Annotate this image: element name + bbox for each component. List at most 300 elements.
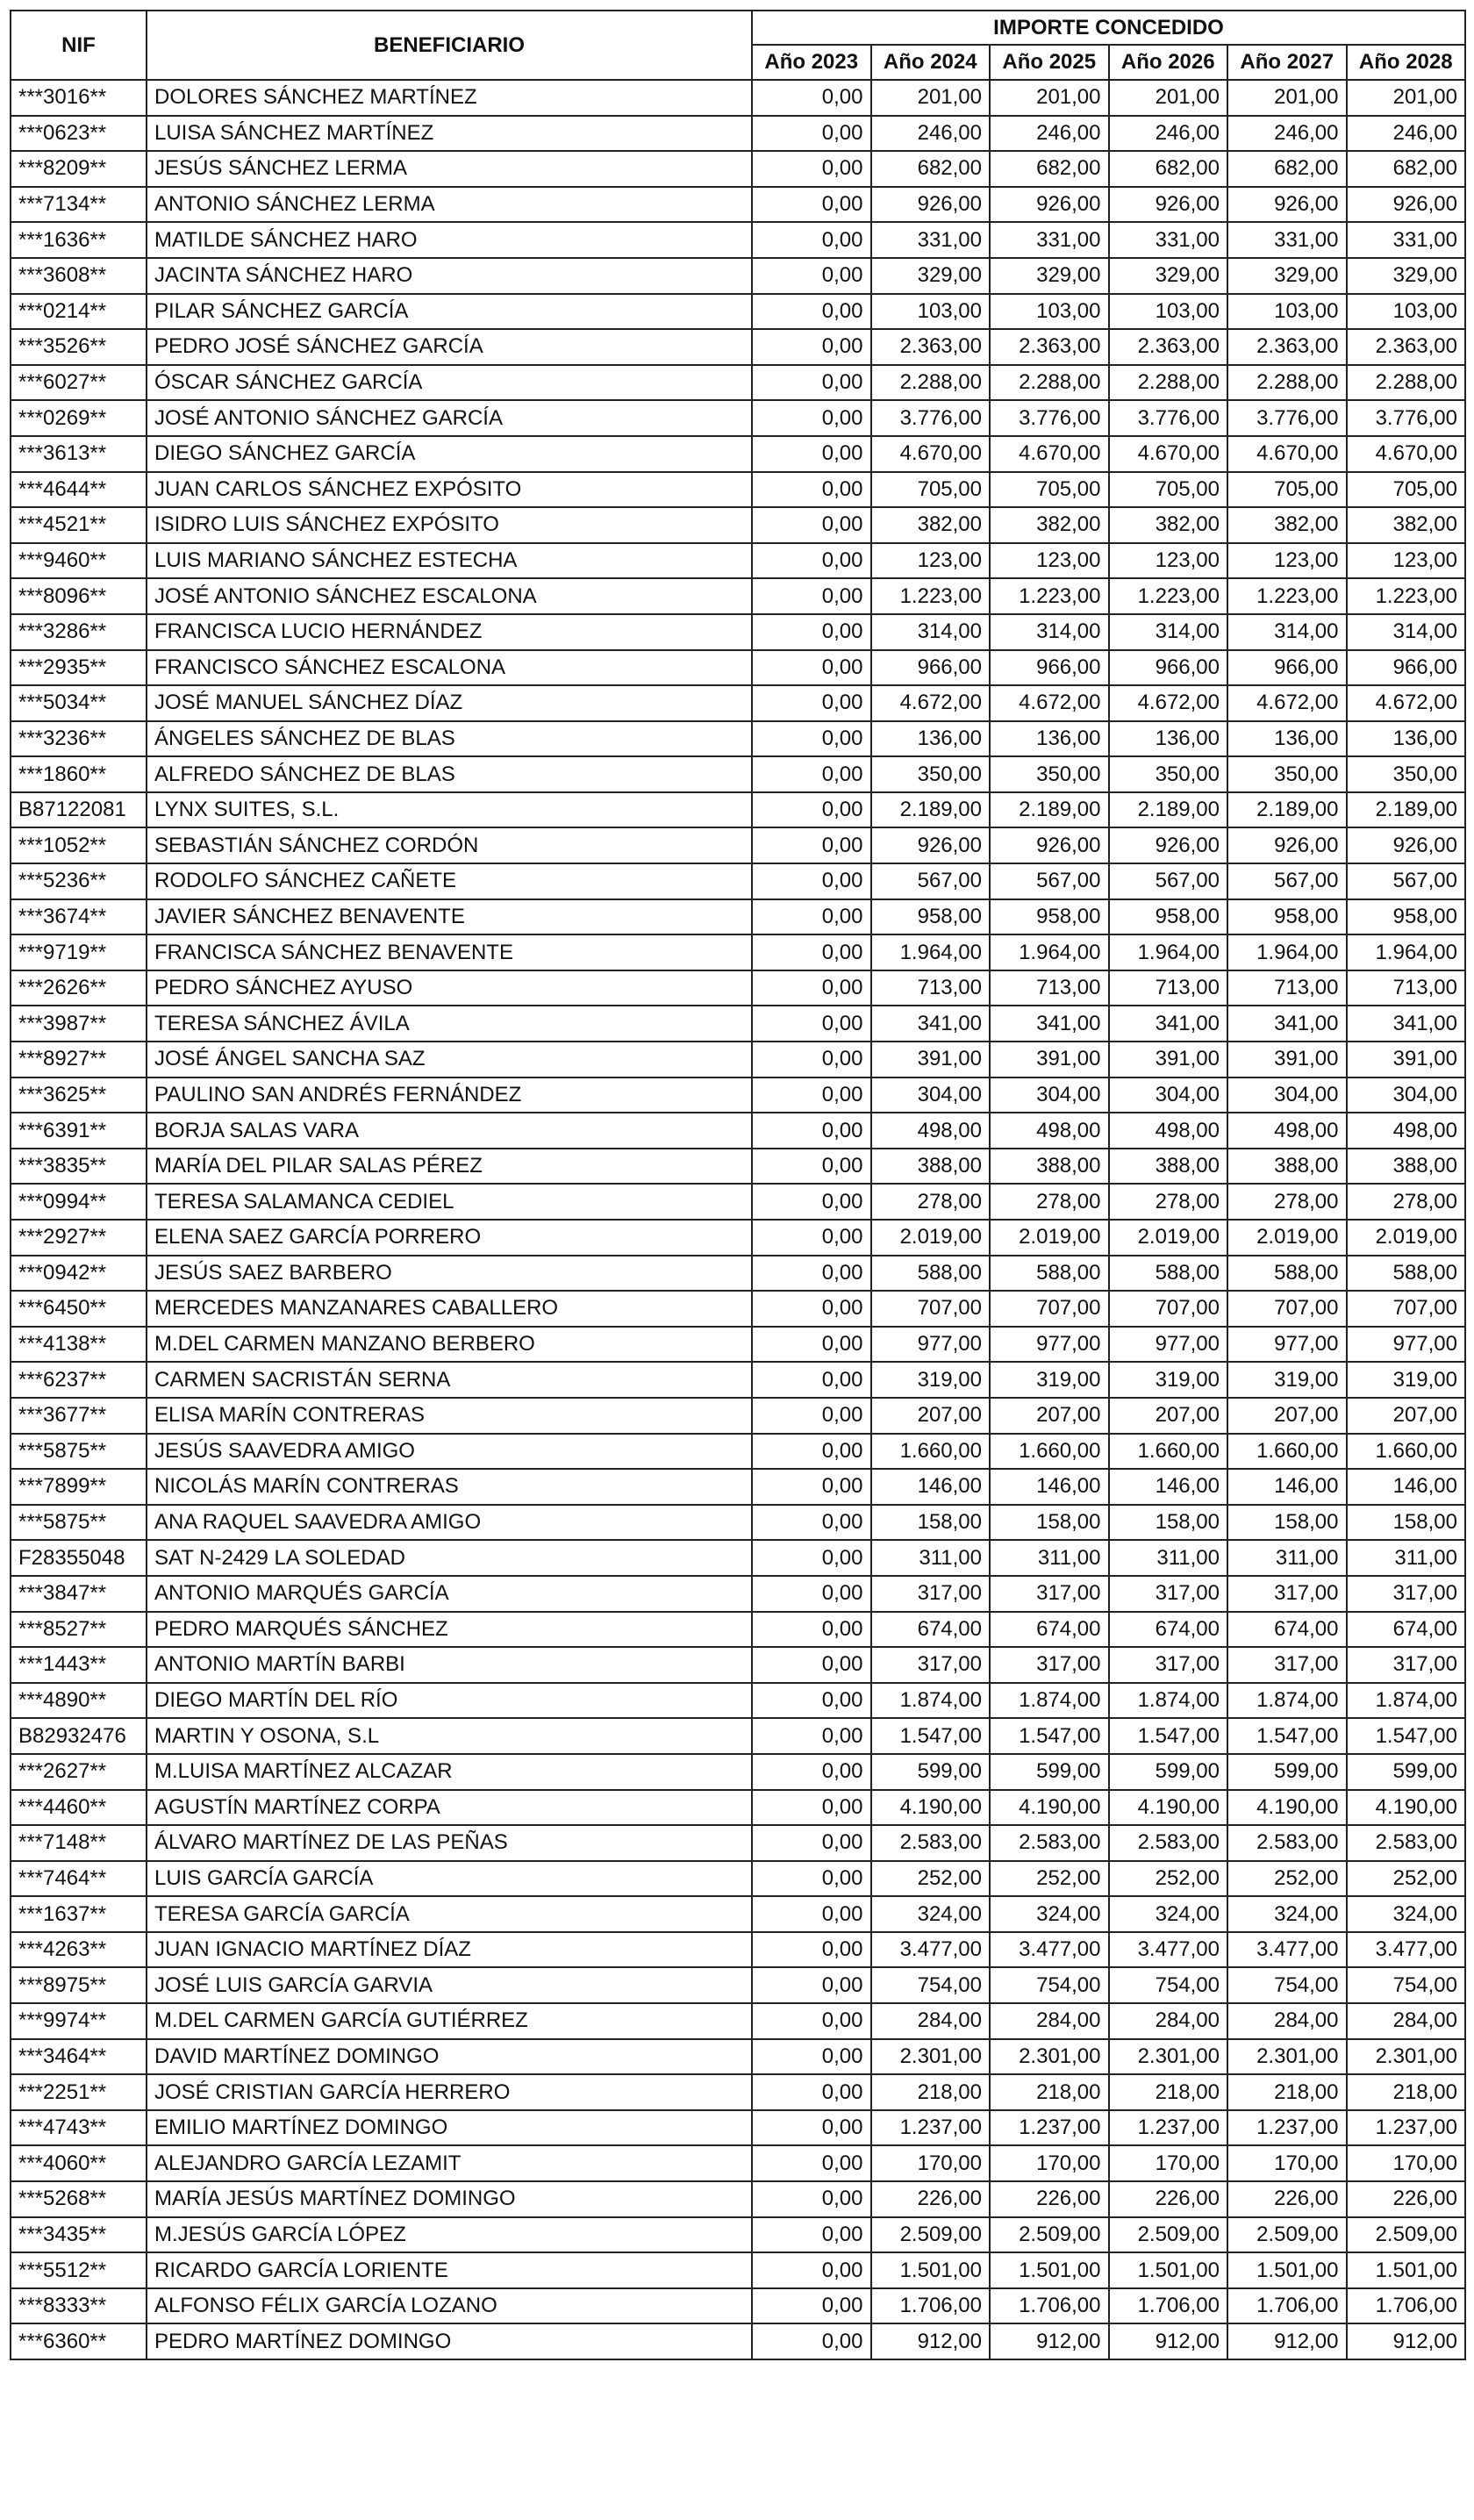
cell-amount-2023: 0,00 bbox=[752, 2145, 871, 2181]
table-row bbox=[11, 614, 1465, 650]
cell-amount-2028: 682,00 bbox=[1347, 151, 1466, 187]
cell-amount-2028: 958,00 bbox=[1347, 899, 1466, 935]
cell-beneficiary: TERESA SALAMANCA CEDIEL bbox=[147, 1184, 752, 1220]
cell-amount-2025: 1.223,00 bbox=[990, 578, 1109, 614]
cell-amount-2027: 958,00 bbox=[1227, 899, 1347, 935]
cell-amount-2028: 498,00 bbox=[1347, 1113, 1466, 1149]
cell-amount-2025: 4.672,00 bbox=[990, 685, 1109, 721]
table-row bbox=[11, 1896, 1465, 1932]
cell-nif: ***4460** bbox=[11, 1790, 147, 1826]
cell-nif: ***4644** bbox=[11, 472, 147, 508]
table-row bbox=[11, 685, 1465, 721]
cell-amount-2023: 0,00 bbox=[752, 899, 871, 935]
table-row bbox=[11, 507, 1465, 543]
cell-amount-2025: 146,00 bbox=[990, 1469, 1109, 1505]
cell-amount-2028: 341,00 bbox=[1347, 1006, 1466, 1042]
cell-amount-2028: 1.547,00 bbox=[1347, 1718, 1466, 1754]
cell-amount-2025: 599,00 bbox=[990, 1754, 1109, 1790]
cell-amount-2027: 207,00 bbox=[1227, 1398, 1347, 1434]
cell-amount-2024: 912,00 bbox=[871, 2323, 991, 2359]
cell-beneficiary: JAVIER SÁNCHEZ BENAVENTE bbox=[147, 899, 752, 935]
table-row bbox=[11, 1540, 1465, 1576]
cell-amount-2024: 1.706,00 bbox=[871, 2288, 991, 2324]
table-row bbox=[11, 899, 1465, 935]
cell-amount-2024: 4.672,00 bbox=[871, 685, 991, 721]
cell-amount-2025: 317,00 bbox=[990, 1576, 1109, 1612]
cell-amount-2024: 4.190,00 bbox=[871, 1790, 991, 1826]
cell-beneficiary: RODOLFO SÁNCHEZ CAÑETE bbox=[147, 863, 752, 899]
cell-beneficiary: EMILIO MARTÍNEZ DOMINGO bbox=[147, 2110, 752, 2146]
cell-nif: ***6391** bbox=[11, 1113, 147, 1149]
cell-nif: ***7134** bbox=[11, 187, 147, 223]
cell-amount-2024: 2.189,00 bbox=[871, 792, 991, 828]
cell-amount-2026: 3.776,00 bbox=[1109, 400, 1228, 436]
cell-amount-2026: 207,00 bbox=[1109, 1398, 1228, 1434]
cell-beneficiary: BORJA SALAS VARA bbox=[147, 1113, 752, 1149]
cell-beneficiary: PEDRO MARQUÉS SÁNCHEZ bbox=[147, 1612, 752, 1648]
cell-amount-2024: 1.964,00 bbox=[871, 934, 991, 970]
table-row bbox=[11, 436, 1465, 472]
cell-amount-2024: 705,00 bbox=[871, 472, 991, 508]
table-row bbox=[11, 578, 1465, 614]
cell-amount-2028: 1.223,00 bbox=[1347, 578, 1466, 614]
cell-amount-2025: 331,00 bbox=[990, 222, 1109, 258]
cell-beneficiary: MARÍA DEL PILAR SALAS PÉREZ bbox=[147, 1149, 752, 1185]
table-row bbox=[11, 1077, 1465, 1113]
cell-amount-2025: 4.190,00 bbox=[990, 1790, 1109, 1826]
cell-amount-2028: 252,00 bbox=[1347, 1861, 1466, 1897]
cell-amount-2023: 0,00 bbox=[752, 436, 871, 472]
cell-amount-2027: 1.223,00 bbox=[1227, 578, 1347, 614]
cell-nif: ***8096** bbox=[11, 578, 147, 614]
cell-amount-2028: 226,00 bbox=[1347, 2181, 1466, 2217]
cell-amount-2026: 2.583,00 bbox=[1109, 1825, 1228, 1861]
cell-amount-2026: 4.190,00 bbox=[1109, 1790, 1228, 1826]
cell-nif: ***5034** bbox=[11, 685, 147, 721]
cell-amount-2025: 252,00 bbox=[990, 1861, 1109, 1897]
cell-amount-2026: 588,00 bbox=[1109, 1256, 1228, 1292]
cell-amount-2023: 0,00 bbox=[752, 1540, 871, 1576]
table-row bbox=[11, 827, 1465, 863]
cell-amount-2028: 4.670,00 bbox=[1347, 436, 1466, 472]
cell-amount-2026: 329,00 bbox=[1109, 258, 1228, 294]
cell-amount-2027: 1.547,00 bbox=[1227, 1718, 1347, 1754]
cell-amount-2027: 674,00 bbox=[1227, 1612, 1347, 1648]
cell-amount-2026: 705,00 bbox=[1109, 472, 1228, 508]
cell-amount-2027: 103,00 bbox=[1227, 294, 1347, 330]
cell-beneficiary: PEDRO SÁNCHEZ AYUSO bbox=[147, 970, 752, 1006]
cell-beneficiary: ELENA SAEZ GARCÍA PORRERO bbox=[147, 1220, 752, 1256]
cell-amount-2027: 278,00 bbox=[1227, 1184, 1347, 1220]
cell-amount-2024: 391,00 bbox=[871, 1042, 991, 1077]
cell-amount-2027: 2.363,00 bbox=[1227, 329, 1347, 365]
cell-amount-2026: 1.501,00 bbox=[1109, 2252, 1228, 2288]
cell-amount-2026: 103,00 bbox=[1109, 294, 1228, 330]
table-row bbox=[11, 1291, 1465, 1327]
cell-amount-2023: 0,00 bbox=[752, 1647, 871, 1683]
table-row bbox=[11, 294, 1465, 330]
cell-amount-2027: 498,00 bbox=[1227, 1113, 1347, 1149]
cell-beneficiary: ISIDRO LUIS SÁNCHEZ EXPÓSITO bbox=[147, 507, 752, 543]
cell-amount-2026: 1.706,00 bbox=[1109, 2288, 1228, 2324]
cell-nif: ***3987** bbox=[11, 1006, 147, 1042]
cell-amount-2024: 1.237,00 bbox=[871, 2110, 991, 2146]
cell-amount-2025: 958,00 bbox=[990, 899, 1109, 935]
cell-amount-2024: 350,00 bbox=[871, 756, 991, 792]
cell-amount-2027: 926,00 bbox=[1227, 187, 1347, 223]
cell-amount-2027: 713,00 bbox=[1227, 970, 1347, 1006]
table-row bbox=[11, 543, 1465, 579]
cell-amount-2023: 0,00 bbox=[752, 1683, 871, 1719]
cell-amount-2027: 252,00 bbox=[1227, 1861, 1347, 1897]
cell-beneficiary: JESÚS SÁNCHEZ LERMA bbox=[147, 151, 752, 187]
cell-amount-2026: 2.363,00 bbox=[1109, 329, 1228, 365]
table-row bbox=[11, 1718, 1465, 1754]
cell-amount-2023: 0,00 bbox=[752, 2288, 871, 2324]
cell-beneficiary: TERESA SÁNCHEZ ÁVILA bbox=[147, 1006, 752, 1042]
cell-amount-2026: 682,00 bbox=[1109, 151, 1228, 187]
cell-amount-2025: 713,00 bbox=[990, 970, 1109, 1006]
cell-amount-2028: 674,00 bbox=[1347, 1612, 1466, 1648]
cell-nif: ***7464** bbox=[11, 1861, 147, 1897]
table-row bbox=[11, 1932, 1465, 1968]
cell-beneficiary: FRANCISCA SÁNCHEZ BENAVENTE bbox=[147, 934, 752, 970]
cell-amount-2025: 218,00 bbox=[990, 2074, 1109, 2110]
cell-amount-2023: 0,00 bbox=[752, 400, 871, 436]
cell-beneficiary: SAT N-2429 LA SOLEDAD bbox=[147, 1540, 752, 1576]
cell-beneficiary: PILAR SÁNCHEZ GARCÍA bbox=[147, 294, 752, 330]
cell-amount-2026: 2.288,00 bbox=[1109, 365, 1228, 401]
cell-amount-2024: 1.223,00 bbox=[871, 578, 991, 614]
cell-nif: ***2927** bbox=[11, 1220, 147, 1256]
table-row bbox=[11, 2074, 1465, 2110]
cell-beneficiary: M.DEL CARMEN MANZANO BERBERO bbox=[147, 1327, 752, 1363]
cell-amount-2028: 2.019,00 bbox=[1347, 1220, 1466, 1256]
cell-nif: ***1443** bbox=[11, 1647, 147, 1683]
cell-amount-2026: 136,00 bbox=[1109, 721, 1228, 757]
cell-amount-2027: 588,00 bbox=[1227, 1256, 1347, 1292]
cell-amount-2023: 0,00 bbox=[752, 1042, 871, 1077]
cell-amount-2027: 388,00 bbox=[1227, 1149, 1347, 1185]
cell-amount-2027: 2.019,00 bbox=[1227, 1220, 1347, 1256]
table-row bbox=[11, 1149, 1465, 1185]
cell-nif: ***4890** bbox=[11, 1683, 147, 1719]
cell-amount-2025: 2.288,00 bbox=[990, 365, 1109, 401]
cell-amount-2025: 103,00 bbox=[990, 294, 1109, 330]
cell-amount-2028: 588,00 bbox=[1347, 1256, 1466, 1292]
cell-amount-2023: 0,00 bbox=[752, 1113, 871, 1149]
cell-beneficiary: AGUSTÍN MARTÍNEZ CORPA bbox=[147, 1790, 752, 1826]
cell-nif: ***2251** bbox=[11, 2074, 147, 2110]
cell-amount-2023: 0,00 bbox=[752, 1434, 871, 1470]
cell-amount-2027: 317,00 bbox=[1227, 1576, 1347, 1612]
cell-amount-2026: 218,00 bbox=[1109, 2074, 1228, 2110]
cell-nif: ***3016** bbox=[11, 80, 147, 116]
cell-amount-2024: 2.301,00 bbox=[871, 2039, 991, 2075]
cell-nif: ***6237** bbox=[11, 1362, 147, 1398]
table-row bbox=[11, 1398, 1465, 1434]
cell-amount-2026: 391,00 bbox=[1109, 1042, 1228, 1077]
table-row bbox=[11, 2217, 1465, 2253]
cell-amount-2025: 226,00 bbox=[990, 2181, 1109, 2217]
cell-beneficiary: ANTONIO MARTÍN BARBI bbox=[147, 1647, 752, 1683]
cell-nif: ***8333** bbox=[11, 2288, 147, 2324]
table-row bbox=[11, 1612, 1465, 1648]
table-row bbox=[11, 970, 1465, 1006]
cell-amount-2027: 391,00 bbox=[1227, 1042, 1347, 1077]
cell-nif: ***1860** bbox=[11, 756, 147, 792]
cell-amount-2028: 1.964,00 bbox=[1347, 934, 1466, 970]
cell-amount-2024: 674,00 bbox=[871, 1612, 991, 1648]
cell-amount-2024: 304,00 bbox=[871, 1077, 991, 1113]
cell-amount-2026: 966,00 bbox=[1109, 650, 1228, 686]
cell-amount-2023: 0,00 bbox=[752, 1220, 871, 1256]
cell-amount-2023: 0,00 bbox=[752, 614, 871, 650]
cell-amount-2026: 341,00 bbox=[1109, 1006, 1228, 1042]
cell-amount-2027: 226,00 bbox=[1227, 2181, 1347, 2217]
cell-amount-2028: 329,00 bbox=[1347, 258, 1466, 294]
cell-amount-2027: 1.660,00 bbox=[1227, 1434, 1347, 1470]
cell-amount-2024: 329,00 bbox=[871, 258, 991, 294]
cell-amount-2023: 0,00 bbox=[752, 792, 871, 828]
cell-beneficiary: MARÍA JESÚS MARTÍNEZ DOMINGO bbox=[147, 2181, 752, 2217]
cell-amount-2028: 754,00 bbox=[1347, 1967, 1466, 2003]
cell-amount-2023: 0,00 bbox=[752, 863, 871, 899]
cell-nif: ***0942** bbox=[11, 1256, 147, 1292]
cell-amount-2024: 2.583,00 bbox=[871, 1825, 991, 1861]
table-row bbox=[11, 721, 1465, 757]
cell-amount-2025: 926,00 bbox=[990, 827, 1109, 863]
cell-amount-2023: 0,00 bbox=[752, 116, 871, 152]
cell-amount-2023: 0,00 bbox=[752, 1291, 871, 1327]
cell-nif: ***0269** bbox=[11, 400, 147, 436]
cell-nif: ***3847** bbox=[11, 1576, 147, 1612]
cell-amount-2027: 201,00 bbox=[1227, 80, 1347, 116]
cell-amount-2023: 0,00 bbox=[752, 970, 871, 1006]
cell-amount-2023: 0,00 bbox=[752, 365, 871, 401]
cell-nif: ***9974** bbox=[11, 2003, 147, 2039]
cell-beneficiary: JUAN IGNACIO MARTÍNEZ DÍAZ bbox=[147, 1932, 752, 1968]
cell-amount-2026: 2.301,00 bbox=[1109, 2039, 1228, 2075]
table-row bbox=[11, 1184, 1465, 1220]
cell-amount-2027: 2.189,00 bbox=[1227, 792, 1347, 828]
table-row bbox=[11, 1754, 1465, 1790]
cell-amount-2025: 2.301,00 bbox=[990, 2039, 1109, 2075]
cell-amount-2024: 331,00 bbox=[871, 222, 991, 258]
cell-amount-2023: 0,00 bbox=[752, 650, 871, 686]
grants-table bbox=[10, 10, 1466, 2360]
cell-amount-2023: 0,00 bbox=[752, 934, 871, 970]
table-row bbox=[11, 2181, 1465, 2217]
cell-amount-2028: 304,00 bbox=[1347, 1077, 1466, 1113]
table-row bbox=[11, 1505, 1465, 1541]
cell-nif: ***3464** bbox=[11, 2039, 147, 2075]
cell-amount-2025: 350,00 bbox=[990, 756, 1109, 792]
cell-amount-2027: 3.477,00 bbox=[1227, 1932, 1347, 1968]
cell-amount-2025: 3.776,00 bbox=[990, 400, 1109, 436]
cell-amount-2026: 674,00 bbox=[1109, 1612, 1228, 1648]
table-row bbox=[11, 222, 1465, 258]
cell-beneficiary: JOSÉ ANTONIO SÁNCHEZ GARCÍA bbox=[147, 400, 752, 436]
cell-amount-2024: 317,00 bbox=[871, 1647, 991, 1683]
cell-amount-2027: 218,00 bbox=[1227, 2074, 1347, 2110]
cell-amount-2028: 158,00 bbox=[1347, 1505, 1466, 1541]
cell-amount-2028: 707,00 bbox=[1347, 1291, 1466, 1327]
cell-amount-2024: 588,00 bbox=[871, 1256, 991, 1292]
cell-amount-2025: 1.237,00 bbox=[990, 2110, 1109, 2146]
cell-amount-2024: 599,00 bbox=[871, 1754, 991, 1790]
cell-nif: ***4743** bbox=[11, 2110, 147, 2146]
cell-amount-2026: 319,00 bbox=[1109, 1362, 1228, 1398]
cell-beneficiary: JESÚS SAAVEDRA AMIGO bbox=[147, 1434, 752, 1470]
cell-amount-2025: 977,00 bbox=[990, 1327, 1109, 1363]
cell-amount-2023: 0,00 bbox=[752, 2252, 871, 2288]
cell-amount-2025: 2.583,00 bbox=[990, 1825, 1109, 1861]
table-row bbox=[11, 1327, 1465, 1363]
cell-amount-2028: 4.672,00 bbox=[1347, 685, 1466, 721]
cell-amount-2023: 0,00 bbox=[752, 2039, 871, 2075]
cell-amount-2023: 0,00 bbox=[752, 472, 871, 508]
cell-amount-2025: 341,00 bbox=[990, 1006, 1109, 1042]
cell-amount-2025: 170,00 bbox=[990, 2145, 1109, 2181]
cell-amount-2028: 966,00 bbox=[1347, 650, 1466, 686]
cell-amount-2027: 3.776,00 bbox=[1227, 400, 1347, 436]
cell-nif: ***0994** bbox=[11, 1184, 147, 1220]
cell-amount-2025: 912,00 bbox=[990, 2323, 1109, 2359]
cell-amount-2028: 926,00 bbox=[1347, 827, 1466, 863]
cell-amount-2024: 3.776,00 bbox=[871, 400, 991, 436]
cell-nif: ***3674** bbox=[11, 899, 147, 935]
cell-nif: ***3625** bbox=[11, 1077, 147, 1113]
table-row bbox=[11, 400, 1465, 436]
table-row bbox=[11, 116, 1465, 152]
cell-amount-2027: 2.583,00 bbox=[1227, 1825, 1347, 1861]
cell-amount-2023: 0,00 bbox=[752, 1398, 871, 1434]
cell-beneficiary: LUIS MARIANO SÁNCHEZ ESTECHA bbox=[147, 543, 752, 579]
cell-amount-2027: 2.288,00 bbox=[1227, 365, 1347, 401]
cell-amount-2026: 170,00 bbox=[1109, 2145, 1228, 2181]
cell-amount-2025: 498,00 bbox=[990, 1113, 1109, 1149]
cell-beneficiary: ELISA MARÍN CONTRERAS bbox=[147, 1398, 752, 1434]
cell-beneficiary: NICOLÁS MARÍN CONTRERAS bbox=[147, 1469, 752, 1505]
cell-amount-2023: 0,00 bbox=[752, 2323, 871, 2359]
cell-amount-2024: 958,00 bbox=[871, 899, 991, 935]
cell-amount-2027: 1.501,00 bbox=[1227, 2252, 1347, 2288]
cell-amount-2024: 319,00 bbox=[871, 1362, 991, 1398]
cell-amount-2028: 278,00 bbox=[1347, 1184, 1466, 1220]
cell-amount-2027: 146,00 bbox=[1227, 1469, 1347, 1505]
header-year-2023: Año 2023 bbox=[752, 45, 871, 80]
table-row bbox=[11, 1647, 1465, 1683]
cell-amount-2026: 2.019,00 bbox=[1109, 1220, 1228, 1256]
header-year-2024: Año 2024 bbox=[871, 45, 991, 80]
cell-nif: ***7899** bbox=[11, 1469, 147, 1505]
cell-amount-2025: 2.189,00 bbox=[990, 792, 1109, 828]
cell-amount-2025: 388,00 bbox=[990, 1149, 1109, 1185]
cell-amount-2025: 284,00 bbox=[990, 2003, 1109, 2039]
cell-amount-2023: 0,00 bbox=[752, 1327, 871, 1363]
cell-amount-2026: 912,00 bbox=[1109, 2323, 1228, 2359]
cell-beneficiary: CARMEN SACRISTÁN SERNA bbox=[147, 1362, 752, 1398]
header-year-2027: Año 2027 bbox=[1227, 45, 1347, 80]
cell-nif: ***3236** bbox=[11, 721, 147, 757]
cell-amount-2026: 3.477,00 bbox=[1109, 1932, 1228, 1968]
cell-nif: ***8527** bbox=[11, 1612, 147, 1648]
cell-amount-2028: 201,00 bbox=[1347, 80, 1466, 116]
cell-amount-2027: 158,00 bbox=[1227, 1505, 1347, 1541]
cell-amount-2025: 314,00 bbox=[990, 614, 1109, 650]
cell-amount-2028: 3.477,00 bbox=[1347, 1932, 1466, 1968]
cell-amount-2026: 1.547,00 bbox=[1109, 1718, 1228, 1754]
cell-amount-2028: 1.660,00 bbox=[1347, 1434, 1466, 1470]
cell-amount-2023: 0,00 bbox=[752, 756, 871, 792]
table-row bbox=[11, 187, 1465, 223]
cell-amount-2023: 0,00 bbox=[752, 1469, 871, 1505]
cell-amount-2028: 1.237,00 bbox=[1347, 2110, 1466, 2146]
cell-beneficiary: M.JESÚS GARCÍA LÓPEZ bbox=[147, 2217, 752, 2253]
cell-amount-2026: 252,00 bbox=[1109, 1861, 1228, 1897]
cell-amount-2028: 170,00 bbox=[1347, 2145, 1466, 2181]
cell-nif: ***1636** bbox=[11, 222, 147, 258]
cell-amount-2026: 977,00 bbox=[1109, 1327, 1228, 1363]
cell-amount-2028: 388,00 bbox=[1347, 1149, 1466, 1185]
cell-amount-2024: 926,00 bbox=[871, 187, 991, 223]
cell-amount-2024: 2.019,00 bbox=[871, 1220, 991, 1256]
cell-nif: ***5268** bbox=[11, 2181, 147, 2217]
cell-beneficiary: FRANCISCA LUCIO HERNÁNDEZ bbox=[147, 614, 752, 650]
cell-beneficiary: RICARDO GARCÍA LORIENTE bbox=[147, 2252, 752, 2288]
cell-amount-2028: 1.706,00 bbox=[1347, 2288, 1466, 2324]
cell-amount-2023: 0,00 bbox=[752, 80, 871, 116]
cell-amount-2023: 0,00 bbox=[752, 1896, 871, 1932]
table-row bbox=[11, 1576, 1465, 1612]
cell-amount-2025: 2.019,00 bbox=[990, 1220, 1109, 1256]
cell-amount-2027: 246,00 bbox=[1227, 116, 1347, 152]
cell-amount-2028: 136,00 bbox=[1347, 721, 1466, 757]
cell-beneficiary: LYNX SUITES, S.L. bbox=[147, 792, 752, 828]
table-row bbox=[11, 1256, 1465, 1292]
cell-amount-2024: 246,00 bbox=[871, 116, 991, 152]
cell-amount-2024: 3.477,00 bbox=[871, 1932, 991, 1968]
cell-amount-2025: 123,00 bbox=[990, 543, 1109, 579]
cell-amount-2028: 1.501,00 bbox=[1347, 2252, 1466, 2288]
cell-amount-2023: 0,00 bbox=[752, 827, 871, 863]
table-row bbox=[11, 1362, 1465, 1398]
cell-amount-2024: 682,00 bbox=[871, 151, 991, 187]
cell-amount-2023: 0,00 bbox=[752, 1718, 871, 1754]
table-row bbox=[11, 365, 1465, 401]
cell-amount-2023: 0,00 bbox=[752, 2110, 871, 2146]
cell-amount-2025: 567,00 bbox=[990, 863, 1109, 899]
cell-amount-2023: 0,00 bbox=[752, 329, 871, 365]
cell-amount-2026: 1.660,00 bbox=[1109, 1434, 1228, 1470]
table-row bbox=[11, 2323, 1465, 2359]
cell-amount-2027: 341,00 bbox=[1227, 1006, 1347, 1042]
cell-amount-2023: 0,00 bbox=[752, 2181, 871, 2217]
cell-amount-2027: 4.672,00 bbox=[1227, 685, 1347, 721]
table-row bbox=[11, 1683, 1465, 1719]
cell-amount-2026: 146,00 bbox=[1109, 1469, 1228, 1505]
cell-amount-2027: 350,00 bbox=[1227, 756, 1347, 792]
cell-nif: ***6360** bbox=[11, 2323, 147, 2359]
cell-amount-2024: 2.363,00 bbox=[871, 329, 991, 365]
cell-amount-2024: 123,00 bbox=[871, 543, 991, 579]
cell-amount-2025: 324,00 bbox=[990, 1896, 1109, 1932]
cell-amount-2026: 158,00 bbox=[1109, 1505, 1228, 1541]
cell-amount-2026: 304,00 bbox=[1109, 1077, 1228, 1113]
cell-amount-2023: 0,00 bbox=[752, 1505, 871, 1541]
cell-amount-2027: 317,00 bbox=[1227, 1647, 1347, 1683]
